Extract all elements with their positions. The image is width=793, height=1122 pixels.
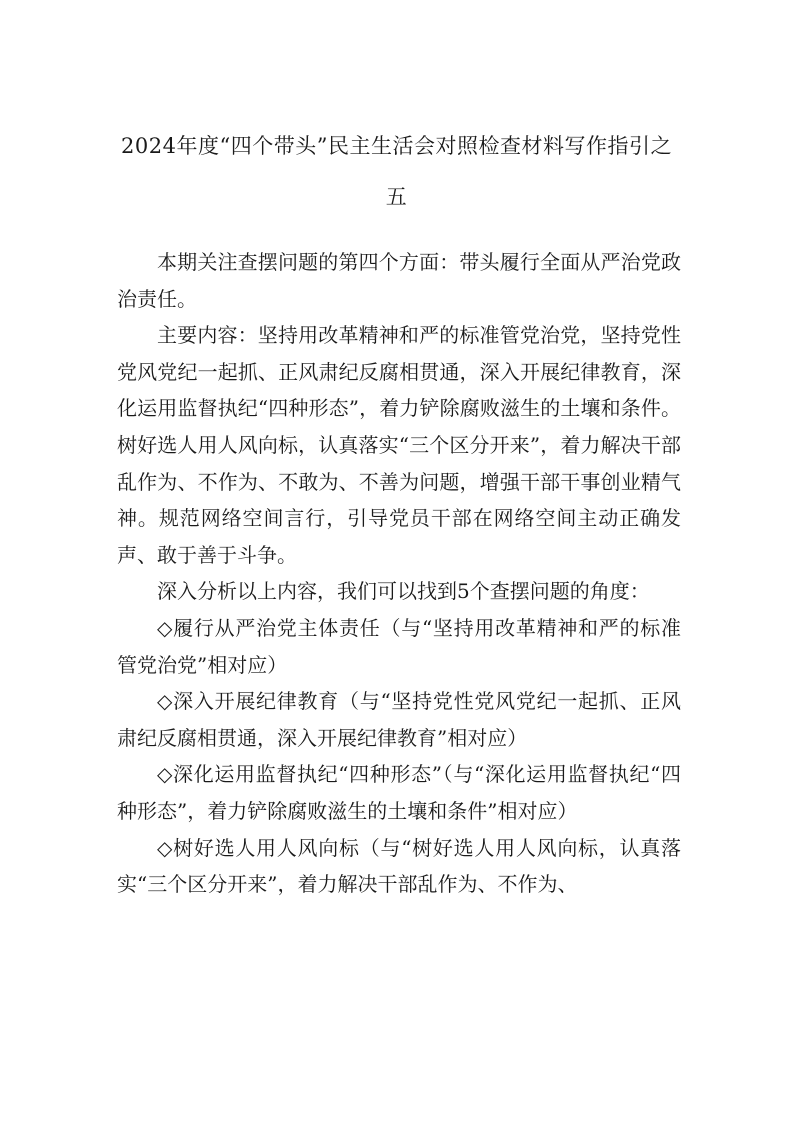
paragraph-analysis: 深入分析以上内容，我们可以找到5个查摆问题的角度： (157, 579, 650, 604)
list-item: ◇树好选人用人风向标（与“树好选人用人风向标，认真落实“三个区分开来”，着力解决干部乱作为、不作为、 (117, 835, 681, 897)
document-title-line-1: 2024年度“四个带头”民主生活会对照检查材料写作指引之 (121, 134, 672, 158)
list-item: ◇深化运用监督执纪“四种形态”（与“深化运用监督执纪“四种形态”，着力铲除腐败滋生的土壤和条件”相对应） (117, 762, 681, 823)
list-item: ◇深入开展纪律教育（与“坚持党性党风党纪一起抓、正风肃纪反腐相贯通，深入开展纪律教育”相对应） (117, 689, 681, 750)
paragraph-focus: 本期关注查摆问题的第四个方面：带头履行全面从严治党政治责任。 (117, 250, 681, 311)
paragraph-main-content: 主要内容：坚持用改革精神和严的标准管党治党，坚持党性党风党纪一起抓、正风肃纪反腐相贯通，深入开展纪律教育，深化运用监督执纪“四种形态”，着力铲除腐败滋生的土壤和条件。树好选人用人风向标，认真落实“三个区分开来”，着力解决干部乱作为、不作为、不敢为、不善为问题，增强干部干事创业精气神。规范网络空间言行，引导党员干部在网络空间主动正确发声、敢于善于斗争。 (117, 323, 681, 567)
list-item: ◇履行从严治党主体责任（与“坚持用改革精神和严的标准管党治党”相对应） (117, 615, 681, 677)
document-title-line-2: 五 (385, 185, 408, 209)
document-body (117, 244, 681, 903)
